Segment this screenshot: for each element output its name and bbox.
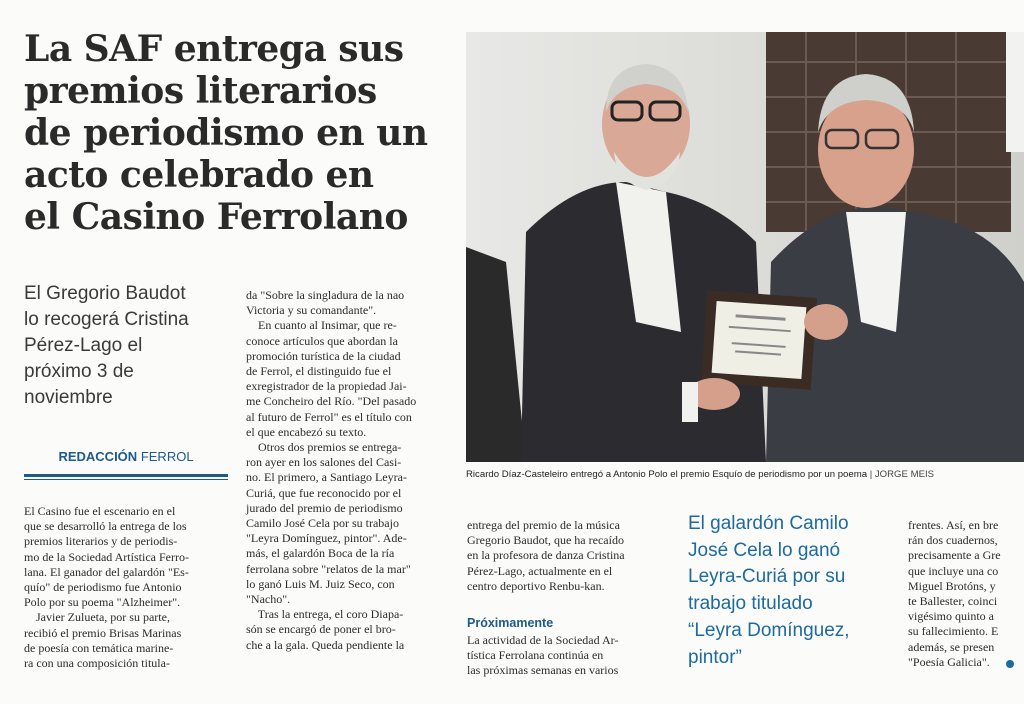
headline-line: La SAF entrega sus xyxy=(24,28,404,70)
body-line: Otros dos premios se entrega- xyxy=(246,440,402,455)
body-line: El Casino fue el escenario en el xyxy=(24,504,176,518)
subheadline xyxy=(24,281,234,411)
body-line: de Ferrol, el distinguido fue el xyxy=(246,364,392,379)
body-line: jurado del premio de periodismo xyxy=(246,500,403,515)
photo-caption xyxy=(466,469,1022,480)
body-line: Miguel Brotóns, y xyxy=(908,578,996,593)
section-body xyxy=(467,633,671,679)
photo-caption-text: Ricardo Díaz-Casteleiro entregó a Antonio Polo el premio Esquío de periodismo por un poema xyxy=(466,469,868,480)
byline-rule-bottom xyxy=(24,479,228,480)
body-line: las próximas semanas en varios xyxy=(467,663,619,678)
body-line: vigésimo quinto a xyxy=(908,609,994,624)
headline xyxy=(24,28,444,238)
body-line: quío" de periodismo fue Antonio xyxy=(24,580,182,595)
body-line: Victoria y su comandante". xyxy=(246,303,377,318)
section-heading: Próximamente xyxy=(467,616,554,630)
man-right-hand xyxy=(804,304,848,340)
body-line: de poesía con temática marine- xyxy=(24,640,174,655)
body-line: La actividad de la Sociedad Ar- xyxy=(467,633,619,647)
body-line: recibió el premio Brisas Marinas xyxy=(24,625,182,640)
body-line: te Ballester, coinci xyxy=(908,594,998,609)
pull-quote-line: El galardón Camilo xyxy=(688,513,849,534)
body-line: entrega del premio de la música xyxy=(467,518,620,532)
body-column-4 xyxy=(908,518,1024,670)
body-line: ron ayer en los salones del Casi- xyxy=(246,455,402,470)
body-line: su fallecimiento. E xyxy=(908,624,999,639)
body-line: que incluye una co xyxy=(908,563,999,578)
byline-place: FERROL xyxy=(140,449,194,464)
body-line: premios literarios y de periodis- xyxy=(24,534,178,549)
body-line: són se encargó de poner el bro- xyxy=(246,622,396,637)
pull-quote xyxy=(688,511,898,671)
body-line: Curiá, que fue reconocido por el xyxy=(246,485,402,500)
man-left-cuff xyxy=(682,382,698,422)
body-line: da "Sobre la singladura de la nao xyxy=(246,288,405,302)
headline-line: acto celebrado en xyxy=(24,154,374,196)
body-line: además, se presen xyxy=(908,639,995,654)
body-column-1 xyxy=(24,504,230,671)
body-column-2 xyxy=(246,288,450,653)
award-photo xyxy=(466,32,1024,462)
body-line: no. El primero, a Santiago Leyra- xyxy=(246,470,407,485)
photo-credit: | JORGE MEIS xyxy=(869,469,935,480)
pull-quote-line: pintor” xyxy=(688,646,742,668)
body-line: "Poesía Galicia". xyxy=(908,654,990,669)
body-line: Javier Zulueta, por su parte, xyxy=(24,610,170,625)
body-line: rán dos cuadernos, xyxy=(908,533,998,548)
byline-rule-top xyxy=(24,474,228,477)
body-line: al futuro de Ferrol" es el título con xyxy=(246,409,412,424)
award-photo-illustration xyxy=(466,32,1024,462)
body-line: lo ganó Luis M. Juiz Seco, con xyxy=(246,576,395,591)
body-line: En cuanto al Insimar, que re- xyxy=(246,318,397,333)
body-line: "Nacho". xyxy=(246,592,291,607)
body-line: promoción turística de la ciudad xyxy=(246,348,401,363)
headline-line: el Casino Ferrolano xyxy=(24,196,408,238)
headline-line: premios literarios xyxy=(24,70,377,112)
pull-quote-line: “Leyra Domínguez, xyxy=(688,619,850,641)
body-line: precisamente a Gre xyxy=(908,548,1001,563)
body-column-3 xyxy=(467,518,671,594)
subheadline-line: noviembre xyxy=(24,387,113,408)
body-line: que se desarrolló la entrega de los xyxy=(24,519,187,534)
body-line: conoce artículos que abordan la xyxy=(246,333,398,348)
body-line: Pérez-Lago, actualmente en el xyxy=(467,563,613,578)
body-line: ra con una composición titula- xyxy=(24,656,170,671)
body-line: exregistrador de la propiedad Jai- xyxy=(246,379,407,394)
body-line: "Leyra Domínguez, pintor". Ade- xyxy=(246,531,407,546)
body-line: Tras la entrega, el coro Diapa- xyxy=(246,607,404,622)
wall-poster xyxy=(1006,32,1024,152)
body-line: en la profesora de danza Cristina xyxy=(467,548,625,563)
subheadline-line: El Gregorio Baudot xyxy=(24,283,186,304)
subheadline-line: próximo 3 de xyxy=(24,361,134,382)
body-line: el que encabezó su texto. xyxy=(246,424,367,439)
body-line: ferrolana sobre "relatos de la mar" xyxy=(246,561,411,576)
body-line: Gregorio Baudot, que ha recaído xyxy=(467,533,624,548)
headline-line: de periodismo en un xyxy=(24,112,428,154)
byline-label: REDACCIÓN xyxy=(58,449,138,464)
article-end-mark xyxy=(1006,660,1014,668)
body-line: frentes. Así, en bre xyxy=(908,518,999,532)
body-line: Camilo José Cela por su trabajo xyxy=(246,516,399,531)
body-line: che a la gala. Queda pendiente la xyxy=(246,637,405,652)
byline xyxy=(24,449,228,464)
subheadline-line: lo recogerá Cristina xyxy=(24,309,189,330)
pull-quote-line: trabajo titulado xyxy=(688,593,813,615)
award-plaque-face xyxy=(712,301,807,379)
subheadline-line: Pérez-Lago el xyxy=(24,335,143,356)
body-line: lana. El ganador del galardón "Es- xyxy=(24,564,189,579)
body-line: centro deportivo Renbu-kan. xyxy=(467,578,605,593)
pull-quote-line: Leyra-Curiá por su xyxy=(688,566,846,588)
pull-quote-line: José Cela lo ganó xyxy=(688,539,841,561)
body-line: tística Ferrolana continúa en xyxy=(467,648,604,663)
body-line: Polo por su poema "Alzheimer". xyxy=(24,595,181,610)
body-line: me Concheiro del Río. "Del pasado xyxy=(246,394,417,409)
body-line: mo de la Sociedad Artística Ferro- xyxy=(24,549,189,564)
body-line: más, el galardón Boca de la ría xyxy=(246,546,395,561)
